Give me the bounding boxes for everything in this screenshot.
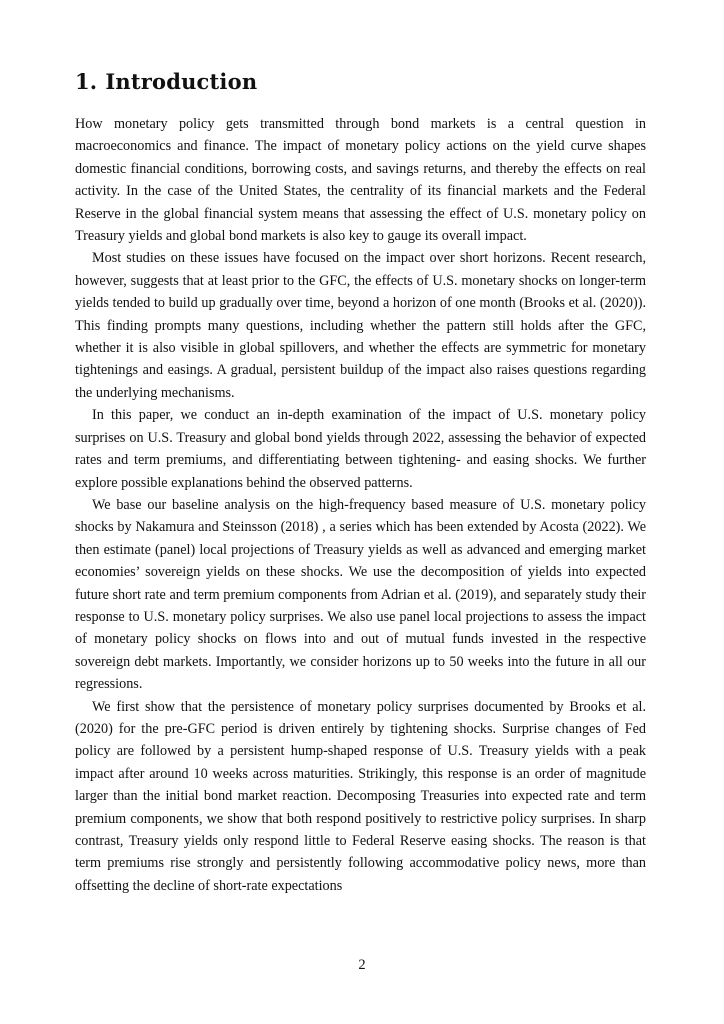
page-number: 2 [358,957,366,973]
body-text [75,113,646,897]
section-heading [75,68,257,96]
paragraph: We base our baseline analysis on the high-frequency based measure of U.S. monetary policy shocks by Nakamura and Steinsson (2018) , a series which has been extended by Acosta (2022). We then estimate (panel) local projections of Treasury yields as well as advanced and emerging market economies’ sovereign yields on these shocks. We use the decomposition of yields into expected future short rate and term premium components from Adrian et al. (2019), and separately study their response to U.S. monetary policy surprises. We also use panel local projections to assess the impact of monetary policy shocks on flows into and out of mutual funds invested in the respective sovereign debt markets. Importantly, we consider horizons up to 50 weeks into the future in all our regressions. [75,496,646,693]
paragraph: We first show that the persistence of monetary policy surprises documented by Brooks et al. (2020) for the pre-GFC period is driven entirely by tightening shocks. Surprise changes of Fed policy are followed by a persistent hump-shaped response of U.S. Treasury yields with a peak impact after around 10 weeks across maturities. Strikingly, this response is an order of magnitude larger than the initial bond market reaction. Decomposing Treasuries into expected rate and term premium components, we show that both respond positively to restrictive policy surprises. In sharp contrast, Treasury yields only respond little to Federal Reserve easing shocks. The reason is that term premiums rise strongly and persistently following accommodative policy news, more than offsetting the decline of short-rate expectations [75,698,646,894]
paragraph: In this paper, we conduct an in-depth examination of the impact of U.S. monetary policy surprises on U.S. Treasury and global bond yields through 2022, assessing the behavior of expected rates and term premiums, and differentiating between tightening- and easing shocks. We further explore possible explanations behind the observed patterns. [75,407,646,491]
section-title: Introduction [105,69,258,94]
paragraph: How monetary policy gets transmitted through bond markets is a central question in macroeconomics and finance. The impact of monetary policy actions on the yield curve shapes domestic financial conditions, borrowing costs, and savings returns, and thereby the effects on real activity. In the case of the United States, the centrality of its financial markets and the Federal Reserve in the global financial system means that assessing the effect of U.S. monetary policy on Treasury yields and global bond markets is also key to gauge its overall impact. [75,116,646,245]
paragraph: Most studies on these issues have focused on the impact over short horizons. Recent research, however, suggests that at least prior to the GFC, the effects of U.S. monetary shocks on longer-term yields tended to build up gradually over time, beyond a horizon of one month (Brooks et al. (2020)). This finding prompts many questions, including whether the pattern still holds after the GFC, whether it is also visible in global spillovers, and whether the effects are symmetric for monetary tightenings and easings. A gradual, persistent buildup of the impact also raises questions regarding the underlying mechanisms. [75,250,646,401]
section-number: 1. [75,69,98,94]
